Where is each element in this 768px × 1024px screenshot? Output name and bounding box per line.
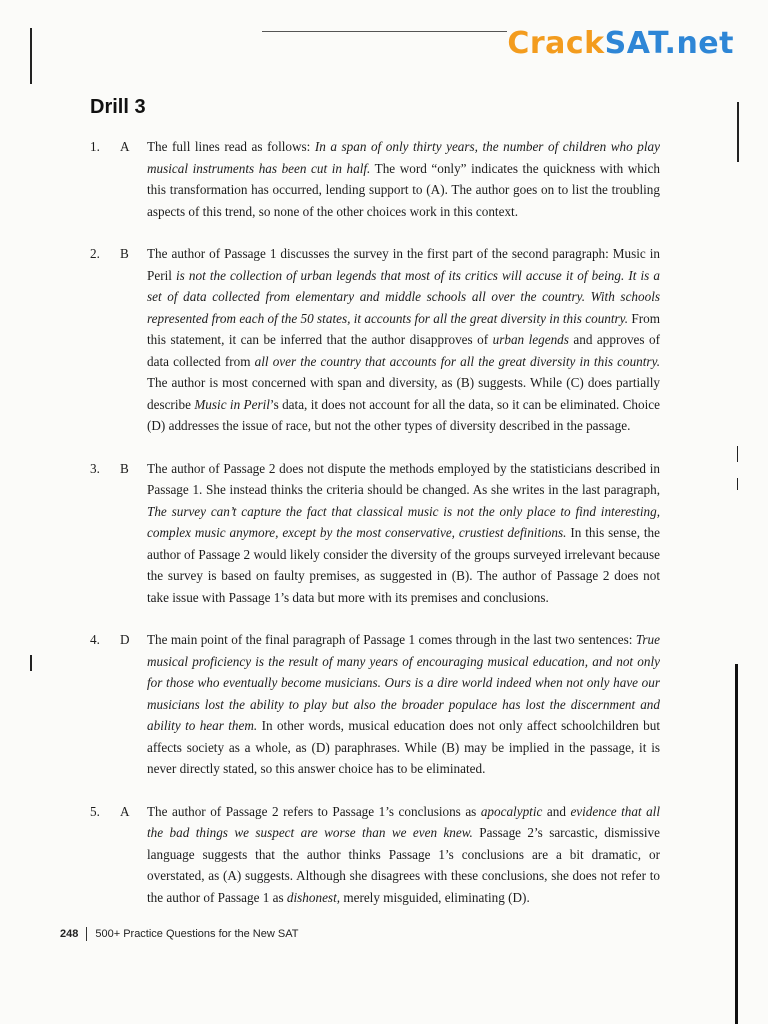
explanation-segment: and approves of data collected from xyxy=(147,332,660,369)
explanation-segment: and xyxy=(542,803,571,819)
header-rule xyxy=(262,31,507,32)
explanation-text xyxy=(147,801,660,909)
quoted-passage: apocalyptic xyxy=(480,803,543,819)
explanation-text xyxy=(147,136,660,222)
cracksat-logo xyxy=(507,26,734,61)
scan-edge-right-4 xyxy=(735,664,738,1024)
explanation-segment: The word “only” indicates the quickness with which this transformation has occurred, lending support to (A). The author goes on to list the troubling aspects of this trend, so none of the other choices work in this context. xyxy=(147,160,660,219)
explanation-text xyxy=(147,458,660,609)
logo-part-sat: SAT xyxy=(604,26,665,61)
explanation-text xyxy=(147,629,660,780)
answer-item xyxy=(90,136,660,222)
answer-letter: B xyxy=(120,460,129,476)
answer-item xyxy=(90,629,660,780)
section-heading: Drill 3 xyxy=(90,96,146,118)
explanation-segment: From this statement, it can be inferred that the author disapproves of xyxy=(147,310,661,347)
answer-item xyxy=(90,801,660,909)
footer-divider xyxy=(86,927,87,941)
quoted-passage: is not the collection of urban legends that most of its critics will accuse it of being. It is a set of data collected from elementary and middle schools all over the country. With schools represented from each of the 50 states, it accounts for all the great diversity in this country. xyxy=(147,267,660,326)
page-number: 248 xyxy=(60,927,79,940)
answer-item xyxy=(90,458,660,609)
answer-letter: A xyxy=(120,803,130,819)
quoted-passage: evidence that all the bad things we suspect are worse than we even knew. xyxy=(147,803,661,840)
answer-letter: A xyxy=(120,139,130,154)
explanation-segment: Passage 2’s sarcastic, dismissive language suggests that the author thinks Passage 1’s conclusions are a bit dramatic, or overstated, as (A) suggests. Although she disagrees with these conclusions, she does not refer to the author of Passage 1 as xyxy=(147,825,660,905)
explanation-segment: In other words, musical education does not only affect schoolchildren but affects society as a whole, as (D) paraphrases. While (B) may be implied in the passage, it is never directly stated, so this answer choice has to be eliminated. xyxy=(147,718,660,776)
explanation-segment: The main point of the final paragraph of Passage 1 comes through in the last two sentences: xyxy=(147,632,636,647)
question-number: 4. xyxy=(90,632,100,647)
quoted-passage: all over the country that accounts for all the great diversity in this country. xyxy=(254,353,660,369)
quoted-passage: The survey can’t capture the fact that classical music is not the only place to find interesting, complex music anymore, except by the most conservative, crustiest definitions. xyxy=(147,503,660,540)
book-title: 500+ Practice Questions for the New SAT xyxy=(95,927,299,940)
explanation-segment: merely misguided, eliminating (D). xyxy=(340,889,530,905)
scan-edge-left xyxy=(30,28,32,84)
quoted-passage: urban legends xyxy=(492,332,569,347)
question-number: 5. xyxy=(90,803,100,819)
page-footer xyxy=(60,927,298,941)
quoted-passage: In a span of only thirty years, the number of children who play musical instruments has been cut in half. xyxy=(147,139,660,176)
scan-edge-right-3 xyxy=(737,478,738,490)
scan-edge-right-2 xyxy=(737,446,738,462)
scan-edge-left-lower xyxy=(30,655,32,671)
logo-part-net: .net xyxy=(664,26,734,61)
scan-edge-right-1 xyxy=(737,102,739,162)
question-number: 1. xyxy=(90,139,100,154)
explanation-segment: The author of Passage 1 discusses the survey in the first part of the second paragraph: Music in Peril xyxy=(147,246,660,283)
question-number: 3. xyxy=(90,460,100,476)
answer-item xyxy=(90,243,660,437)
explanation-segment: ’s data, it does not account for all the data, so it can be eliminated. Choice (D) addresses the issue of race, but not the other types of diversity described in the passage. xyxy=(147,396,660,433)
explanation-text xyxy=(147,243,660,437)
answer-letter: D xyxy=(120,632,130,647)
quoted-passage: Music in Peril xyxy=(194,396,270,412)
explanation-segment: The full lines read as follows: xyxy=(147,139,315,154)
question-number: 2. xyxy=(90,246,100,261)
answer-letter: B xyxy=(120,246,129,261)
logo-part-crack: Crack xyxy=(507,26,605,61)
explanation-segment: The author is most concerned with span and diversity, as (B) suggests. While (C) does partially describe xyxy=(147,375,660,412)
quoted-passage: True musical proficiency is the result of many years of encouraging musical education, and not only for those who eventually become musicians. Ours is a dire world indeed when not only have our musicians lost the ability to play but also the broader populace has lost the discernment and ability to hear them. xyxy=(147,632,660,733)
quoted-passage: dishonest, xyxy=(286,889,341,905)
explanation-segment: The author of Passage 2 refers to Passage 1’s conclusions as xyxy=(147,803,481,819)
answer-list xyxy=(90,136,660,929)
explanation-segment: In this sense, the author of Passage 2 would likely consider the diversity of the groups surveyed irrelevant because the survey is based on faulty premises, as suggested in (B). The author of Passage 2 does not take issue with Passage 1’s data but more with its premises and conclusions. xyxy=(147,525,660,605)
explanation-segment: The author of Passage 2 does not dispute the methods employed by the statisticians described in Passage 1. She instead thinks the criteria should be changed. As she writes in the last paragraph, xyxy=(147,460,660,497)
